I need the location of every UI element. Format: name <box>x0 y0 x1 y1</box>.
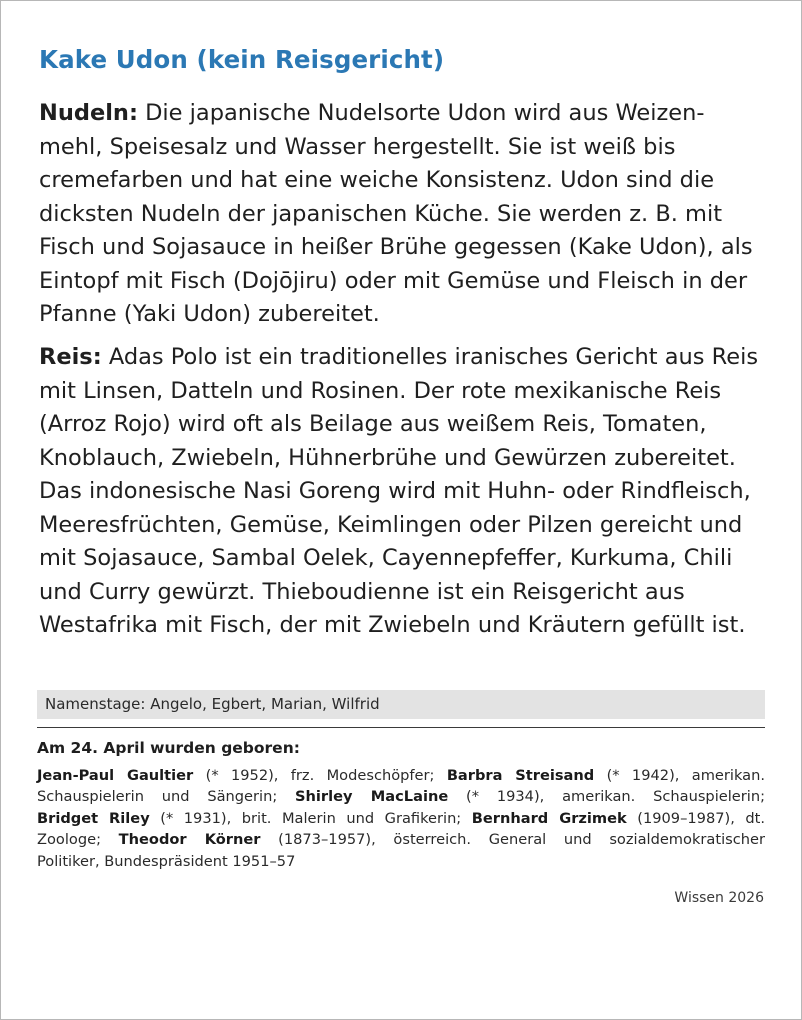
paragraph-line: Fisch und Sojasauce in heißer Brühe gegessen (Kake Udon), als <box>39 234 753 260</box>
section-lead: Reis: <box>39 344 102 370</box>
born-heading: Am 24. April wurden geboren: <box>37 739 300 757</box>
paragraph-line: Pfanne (Yaki Udon) zubereitet. <box>39 301 380 327</box>
person-details: Politiker, Bundespräsident 1951–57 <box>37 852 296 870</box>
paragraph-line: dicksten Nudeln der japanischen Küche. Sie werden z. B. mit <box>39 200 723 227</box>
paragraph-line: Knoblauch, Zwiebeln, Hühnerbrühe und Gewürzen zubereitet. <box>39 444 736 471</box>
born-line <box>37 765 765 786</box>
paragraph-line: cremefarben und hat eine weiche Konsistenz. Udon sind die <box>39 167 715 193</box>
person-details: (* 1934), amerikan. Schauspielerin; <box>448 788 765 806</box>
paragraph-line: Das indonesische Nasi Goreng wird mit Huhn- oder Rindfleisch, <box>39 478 751 504</box>
person-details: (1909–1987), dt. <box>626 809 765 827</box>
paragraph-line: Meeresfrüchten, Gemüse, Keimlingen oder Pilzen gereicht und <box>39 511 743 538</box>
born-line <box>37 829 765 850</box>
person-details: (* 1952), frz. Modeschöpfer; <box>193 767 447 784</box>
paragraph-line: Eintopf mit Fisch (Dojōjiru) oder mit Gemüse und Fleisch in der <box>39 267 748 294</box>
born-line <box>37 808 765 829</box>
person-details: (* 1942), amerikan. <box>594 767 765 784</box>
section-lead: Nudeln: <box>39 100 138 126</box>
person-name: Bernhard Grzimek <box>471 809 627 827</box>
paragraph-line: mit Sojasauce, Sambal Oelek, Cayennepfeffer, Kurkuma, Chili <box>39 545 733 571</box>
paragraph-line <box>39 341 758 375</box>
namenstage-names: Angelo, Egbert, Marian, Wilfrid <box>145 695 380 713</box>
divider <box>37 727 765 728</box>
person-details: Zoologe; <box>37 831 119 849</box>
section-reis <box>39 341 758 643</box>
paragraph-line: mehl, Speisesalz und Wasser hergestellt. Sie ist weiß bis <box>39 133 676 160</box>
line-text: Adas Polo ist ein traditionelles iranisches Gericht aus Reis <box>101 344 759 370</box>
born-line <box>37 786 765 807</box>
paragraph-line <box>39 97 753 131</box>
person-name: Bridget Riley <box>37 809 150 827</box>
paragraph-line: mit Linsen, Datteln und Rosinen. Der rote mexikanische Reis <box>39 377 722 404</box>
born-list <box>37 765 765 872</box>
paragraph-line: Westafrika mit Fisch, der mit Zwiebeln und Kräutern gefüllt ist. <box>39 612 746 638</box>
paragraph-line: und Curry gewürzt. Thieboudienne ist ein Reisgericht aus <box>39 578 685 605</box>
namenstage-label: Namenstage: <box>45 695 146 713</box>
person-details: Schauspielerin und Sängerin; <box>37 788 296 806</box>
person-name: Barbra Streisand <box>446 767 595 784</box>
line-text: Die japanische Nudelsorte Udon wird aus Weizen- <box>137 100 705 126</box>
born-line <box>37 851 765 872</box>
paragraph-line: (Arroz Rojo) wird oft als Beilage aus weißem Reis, Tomaten, <box>39 411 707 437</box>
person-name: Theodor Körner <box>118 831 261 849</box>
section-nudeln <box>39 97 753 332</box>
person-name: Jean-Paul Gaultier <box>37 767 194 784</box>
namenstage-bar <box>37 690 765 719</box>
person-details: (1873–1957), österreich. General und sozialdemokratischer <box>260 831 765 849</box>
person-name: Shirley MacLaine <box>295 788 449 806</box>
page-title: Kake Udon (kein Reisgericht) <box>39 45 445 74</box>
footer-brand: Wissen 2026 <box>674 890 764 906</box>
person-details: (* 1931), brit. Malerin und Grafikerin; <box>149 809 472 827</box>
